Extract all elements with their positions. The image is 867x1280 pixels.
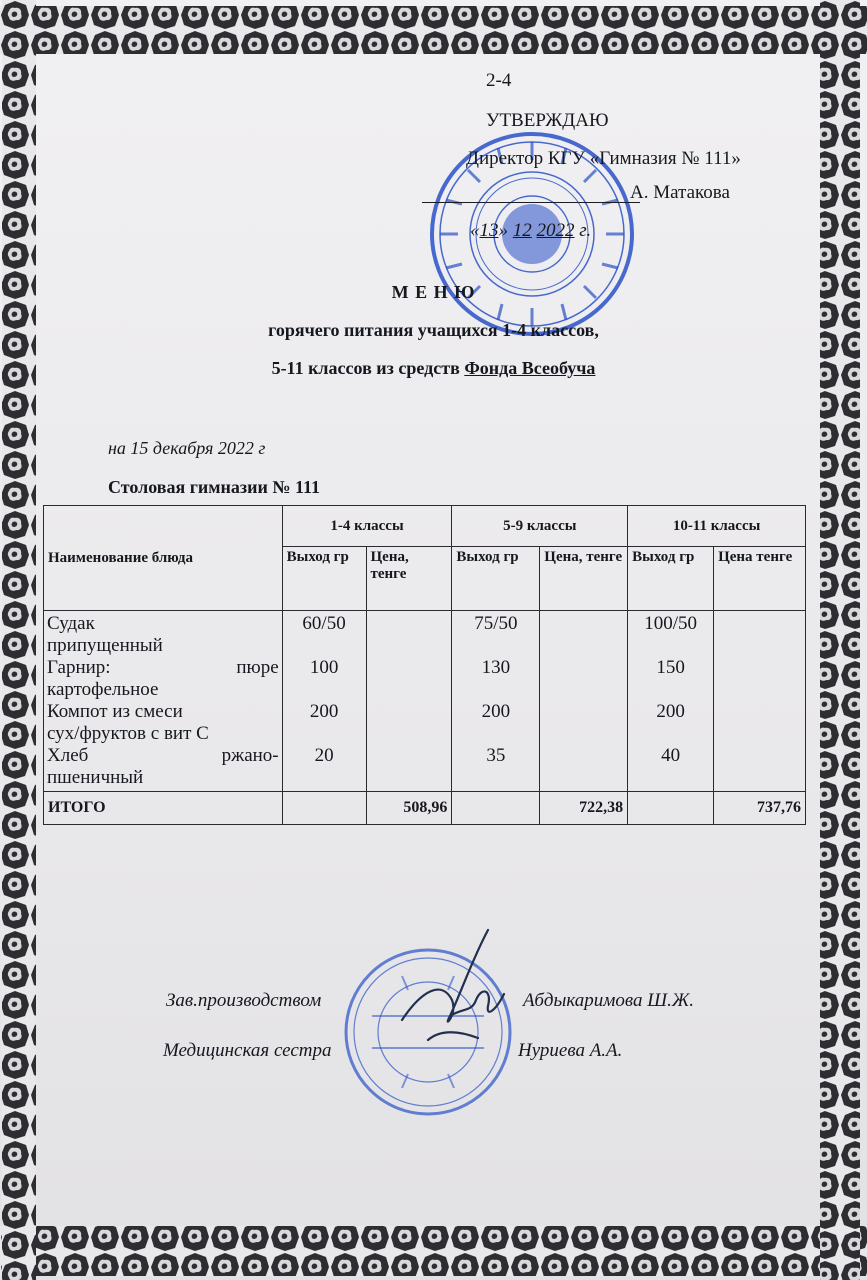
outputs-1-4-cell — [282, 611, 366, 792]
dishes-row — [44, 611, 806, 792]
dish-item — [47, 613, 279, 657]
output-header-5-9: Выход гр — [452, 547, 540, 611]
role-nurse: Медицинская сестра — [163, 1040, 332, 1061]
price-10-11-cell — [714, 611, 806, 792]
dish-name-header: Наименование блюда — [44, 506, 283, 611]
decorative-border-bottom — [0, 1222, 867, 1280]
dish-list-cell — [44, 611, 283, 792]
dish-item — [47, 701, 279, 745]
output-value: 200 — [309, 701, 339, 722]
page-reference: 2-4 — [486, 70, 512, 91]
decorative-border-right — [810, 0, 867, 1280]
price-header-5-9: Цена, тенге — [540, 547, 628, 611]
output-value: 100/50 — [644, 613, 697, 634]
decorative-border-left — [0, 0, 40, 1280]
approval-date-suffix: г. — [579, 220, 592, 241]
outputs-10-11-cell — [628, 611, 714, 792]
output-value: 40 — [661, 745, 681, 766]
group-header-1-4: 1-4 классы — [282, 506, 452, 547]
total-row — [44, 792, 806, 825]
director-title: Директор КГУ «Гимназия № 111» — [466, 148, 741, 169]
outputs-5-9-cell — [452, 611, 540, 792]
production-head-signature — [392, 920, 522, 1060]
dish-line-tail: пюре — [236, 657, 279, 678]
output-value: 75/50 — [474, 613, 518, 634]
output-value: 150 — [656, 657, 685, 678]
ornament-column-left — [0, 0, 40, 1280]
price-1-4-cell — [366, 611, 452, 792]
role-production-head: Зав.производством — [166, 990, 322, 1011]
dish-line-continued: сух/фруктов с вит С — [47, 723, 209, 744]
approval-date-month: 12 — [512, 220, 532, 241]
dish-line: Хлеб — [47, 745, 89, 766]
output-header-10-11: Выход гр — [628, 547, 714, 611]
approval-date: «13» 12 2022 г. — [470, 220, 592, 241]
output-header-1-4: Выход гр — [282, 547, 366, 611]
canteen-name: Столовая гимназии № 111 — [108, 477, 320, 497]
price-header-1-4: Цена, тенге — [366, 547, 452, 611]
name-nurse: Нуриева А.А. — [518, 1040, 623, 1061]
output-value: 130 — [481, 657, 511, 678]
dish-item — [47, 657, 279, 701]
group-header-5-9: 5-9 классы — [452, 506, 628, 547]
dish-line: Судак — [47, 613, 95, 634]
menu-title: М Е Н Ю — [391, 282, 476, 302]
director-name: А. Матакова — [630, 182, 730, 203]
dish-line-continued: припущенный — [47, 635, 163, 656]
total-output-5-9 — [452, 792, 540, 825]
output-value: 35 — [486, 745, 506, 766]
total-price-5-9: 722,38 — [540, 792, 628, 825]
total-output-10-11 — [628, 792, 714, 825]
approval-date-year: 2022 — [536, 220, 575, 241]
output-value: 200 — [656, 701, 685, 722]
approve-heading: УТВЕРЖДАЮ — [486, 110, 609, 131]
price-header-10-11: Цена тенге — [714, 547, 806, 611]
total-price-1-4: 508,96 — [366, 792, 452, 825]
total-price-10-11: 737,76 — [714, 792, 806, 825]
decorative-border-top — [0, 0, 867, 62]
dish-line: Гарнир: — [47, 657, 111, 678]
menu-subtitle-line1: горячего питания учащихся 1-4 классов, — [268, 320, 599, 340]
menu-date: на 15 декабря 2022 г — [108, 438, 266, 458]
output-value: 20 — [314, 745, 334, 766]
menu-subtitle-prefix: 5-11 классов из средств — [271, 358, 465, 378]
group-header-10-11: 10-11 классы — [628, 506, 806, 547]
ornament-row-bottom — [0, 1222, 867, 1280]
approval-date-day: 13 — [479, 220, 499, 241]
total-label: ИТОГО — [44, 792, 283, 825]
total-output-1-4 — [282, 792, 366, 825]
ornament-row-top — [0, 0, 867, 62]
table-header-row-groups — [44, 506, 806, 547]
output-value: 60/50 — [302, 613, 346, 634]
dish-line-tail: ржано- — [221, 745, 279, 766]
dish-item — [47, 745, 279, 789]
fund-name: Фонда Всеобуча — [464, 358, 596, 378]
ornament-column-right — [810, 0, 867, 1280]
dish-line-continued: картофельное — [47, 679, 159, 700]
dish-line-continued: пшеничный — [47, 767, 144, 788]
director-signature-line — [422, 202, 640, 203]
output-value: 100 — [309, 657, 339, 678]
output-value: 200 — [481, 701, 511, 722]
menu-table — [43, 505, 806, 825]
price-5-9-cell — [540, 611, 628, 792]
menu-subtitle-line2 — [0, 358, 867, 379]
name-production-head: Абдыкаримова Ш.Ж. — [523, 990, 694, 1011]
dish-line: Компот из смеси — [47, 701, 183, 722]
